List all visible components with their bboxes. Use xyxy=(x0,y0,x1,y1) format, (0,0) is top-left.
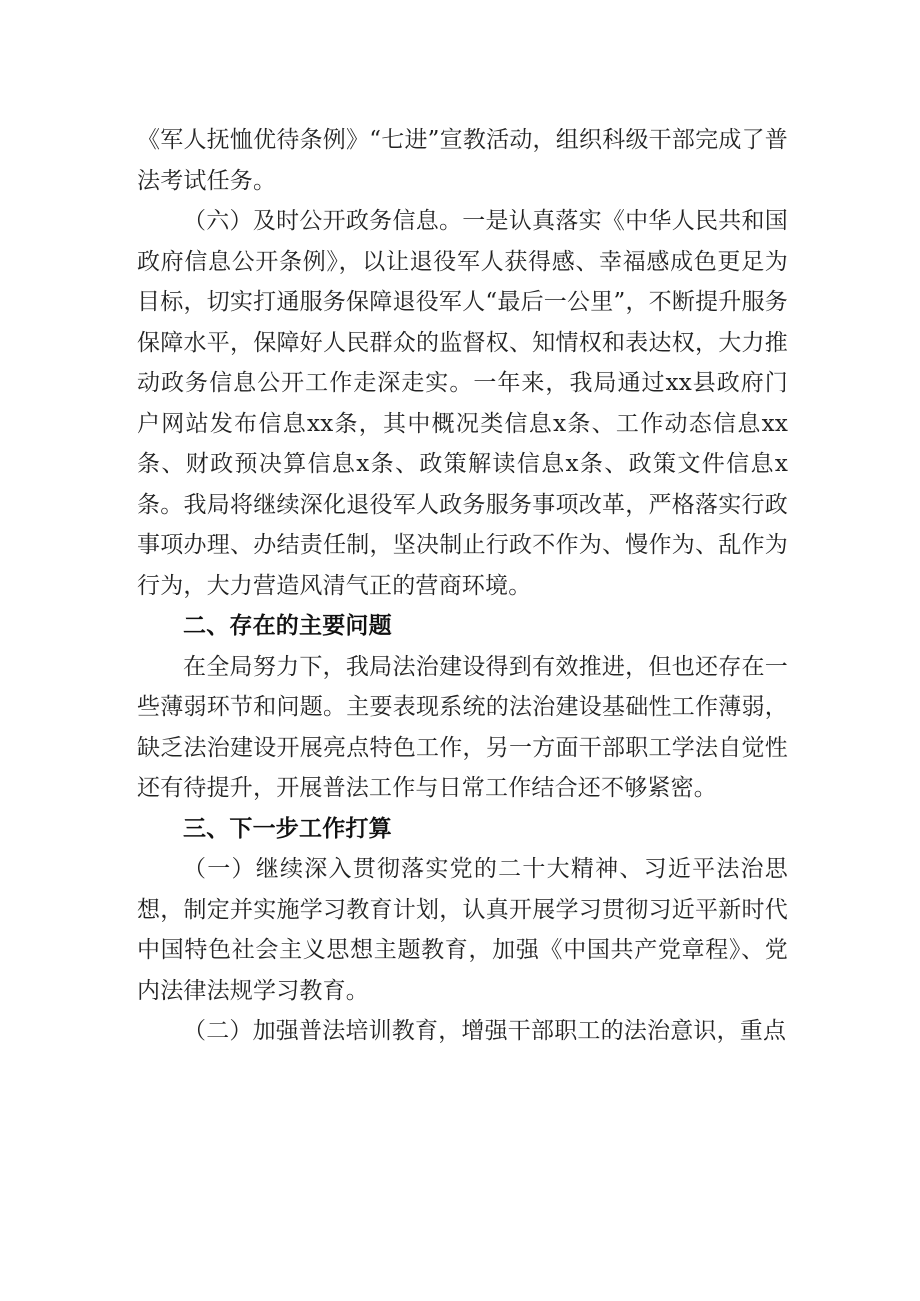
paragraph-next-step-two: （二）加强普法培训教育，增强干部职工的法治意识，重点 xyxy=(183,1018,787,1044)
paragraph-government-info-disclosure: （六）及时公开政务信息。一是认真落实《中华人民共和国政府信息公开条例》，以让退役军人获得感、幸福感成色更足为目标，切实打通服务保障退役军人“最后一公里”，不断提升服务保障水平，保障好人民群众的监督权、知情权和表达权，大力推动政务信息公开工作走深走实。一年来，我局通过xx县政府门户网站发布信息xx条，其中概况类信息x条、工作动态信息xx条、财政预决算信息x条、政策解读信息x条、政策文件信息x条。我局将继续深化退役军人政务服务事项改革，严格落实行政事项办理、办结责任制，坚决制止行政不作为、慢作为、乱作为行为，大力营造风清气正的营商环境。 xyxy=(137,208,788,599)
section-heading-next-steps: 三、下一步工作打算 xyxy=(183,815,392,842)
paragraph-existing-problems: 在全局努力下，我局法治建设得到有效推进，但也还存在一些薄弱环节和问题。主要表现系统的法治建设基础性工作薄弱，缺乏法治建设开展亮点特色工作，另一方面干部职工学法自觉性还有待提升，开展普法工作与日常工作结合还不够紧密。 xyxy=(137,653,788,801)
section-heading-existing-problems: 二、存在的主要问题 xyxy=(183,613,392,639)
paragraph-next-step-one: （一）继续深入贯彻落实党的二十大精神、习近平法治思想，制定并实施学习教育计划，认真开展学习贯彻习近平新时代中国特色社会主义思想主题教育，加强《中国共产党章程》、党内法律法规学习教育。 xyxy=(137,856,788,1004)
paragraph-continued-propaganda: 《军人抚恤优待条例》“七进”宣教活动，组织科级干部完成了普法考试任务。 xyxy=(137,127,788,194)
document-body xyxy=(137,120,788,1052)
